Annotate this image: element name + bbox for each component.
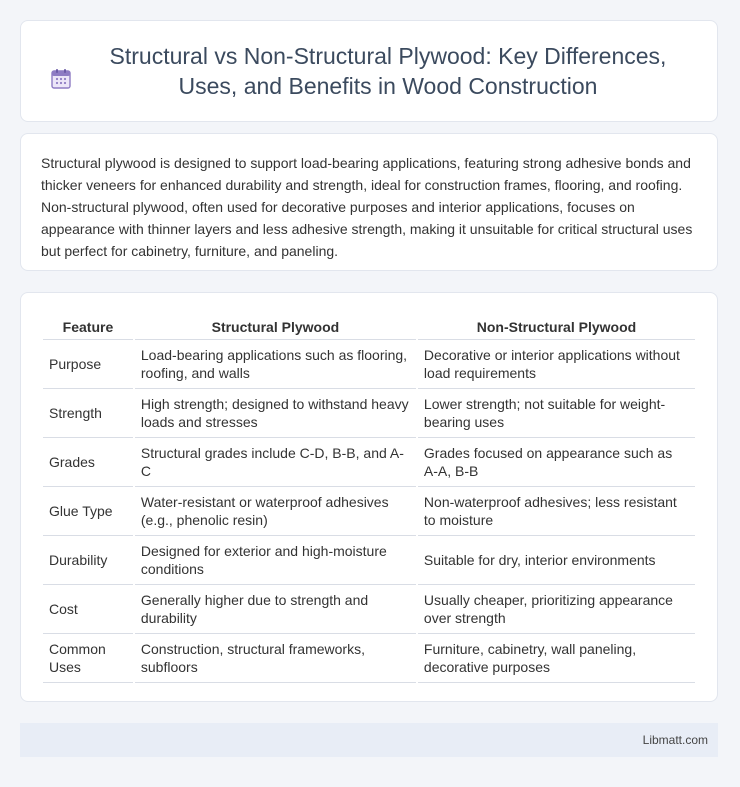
- table-row: [43, 438, 695, 487]
- header-feature: Feature: [43, 313, 133, 340]
- row-structural: Generally higher due to strength and durability: [135, 585, 416, 634]
- row-feature: Strength: [43, 389, 133, 438]
- row-feature: Common Uses: [43, 634, 133, 683]
- row-structural: Structural grades include C-D, B-B, and A-C: [135, 438, 416, 487]
- page-title: Structural vs Non-Structural Plywood: Key Differences, Uses, and Benefits in Wood Construction: [109, 43, 667, 99]
- table-row: [43, 487, 695, 536]
- row-feature: Glue Type: [43, 487, 133, 536]
- footer-site-link[interactable]: Libmatt.com: [642, 733, 708, 747]
- header-non-structural: Non-Structural Plywood: [418, 313, 695, 340]
- row-non-structural: Grades focused on appearance such as A-A, B-B: [418, 438, 695, 487]
- row-structural: Water-resistant or waterproof adhesives (e.g., phenolic resin): [135, 487, 416, 536]
- row-feature: Durability: [43, 536, 133, 585]
- row-non-structural: Decorative or interior applications without load requirements: [418, 340, 695, 389]
- comparison-card: [20, 292, 718, 702]
- summary-text: Structural plywood is designed to support load-bearing applications, featuring strong adhesive bonds and thicker veneers for enhanced durability and strength, ideal for construction frames, flooring, and roofing. Non-structural plywood, often used for decorative purposes and interior applications, focuses on appearance with thinner layers and less adhesive strength, making it unsuitable for critical structural uses but perfect for cabinetry, furniture, and paneling.: [41, 155, 693, 259]
- row-non-structural: Suitable for dry, interior environments: [418, 536, 695, 585]
- row-non-structural: Furniture, cabinetry, wall paneling, decorative purposes: [418, 634, 695, 683]
- table-row: [43, 340, 695, 389]
- row-non-structural: Non-waterproof adhesives; less resistant to moisture: [418, 487, 695, 536]
- row-non-structural: Lower strength; not suitable for weight-bearing uses: [418, 389, 695, 438]
- header-structural: Structural Plywood: [135, 313, 416, 340]
- table-row: [43, 536, 695, 585]
- table-row: [43, 389, 695, 438]
- row-feature: Cost: [43, 585, 133, 634]
- comparison-table: [41, 313, 697, 683]
- row-structural: High strength; designed to withstand heavy loads and stresses: [135, 389, 416, 438]
- summary-card: [20, 133, 718, 271]
- table-header-row: [43, 313, 695, 340]
- row-structural: Load-bearing applications such as flooring, roofing, and walls: [135, 340, 416, 389]
- row-feature: Grades: [43, 438, 133, 487]
- row-structural: Construction, structural frameworks, subfloors: [135, 634, 416, 683]
- row-non-structural: Usually cheaper, prioritizing appearance over strength: [418, 585, 695, 634]
- footer: [20, 723, 718, 757]
- title-card: [20, 20, 718, 122]
- table-row: [43, 634, 695, 683]
- table-row: [43, 585, 695, 634]
- calendar-icon: [49, 67, 73, 91]
- row-feature: Purpose: [43, 340, 133, 389]
- row-structural: Designed for exterior and high-moisture conditions: [135, 536, 416, 585]
